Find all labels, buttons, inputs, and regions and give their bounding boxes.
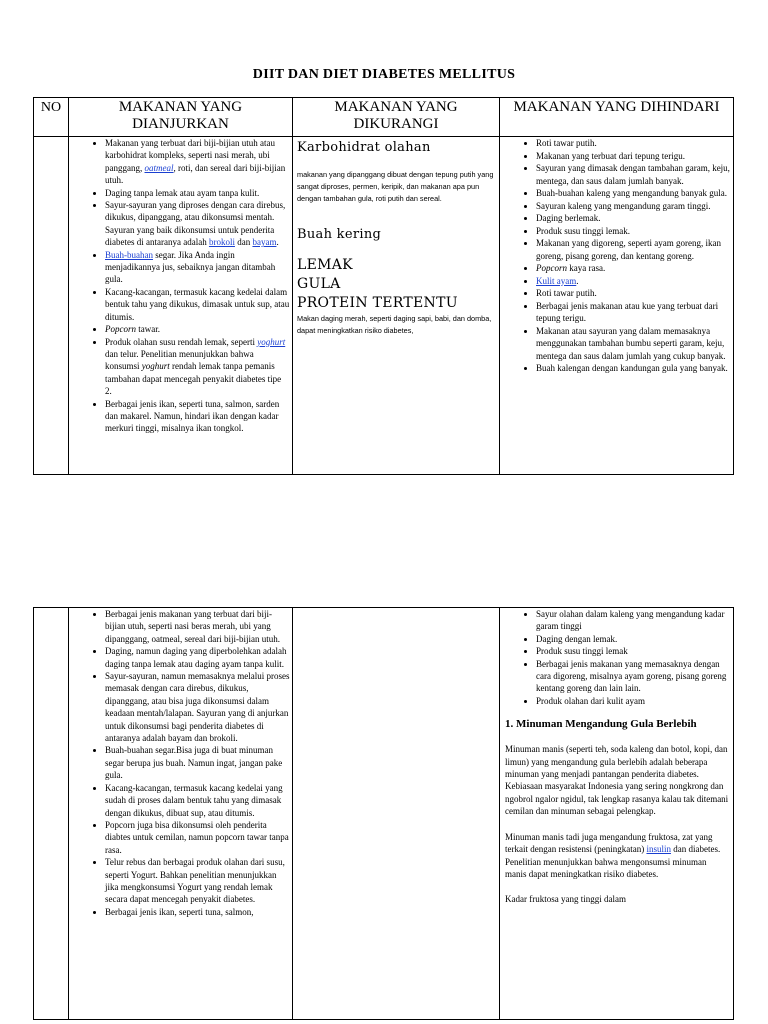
list-item: • Popcorn kaya rasa. xyxy=(536,262,731,275)
list-item: • Telur rebus dan berbagai produk olahan dari susu, seperti Yogurt. Bahkan penelitian menunjukkan jika mengkonsumsi Yogurt yang rendah lemak secara dapat mencegah penyakit diabetes. xyxy=(105,856,290,906)
list-item: • Produk susu tinggi lemak. xyxy=(536,225,731,238)
header-dihindari: MAKANAN YANG DIHINDARI xyxy=(500,98,734,137)
list-item: • Daging dengan lemak. xyxy=(536,633,728,645)
list-item: • Sayur olahan dalam kaleng yang mengandung kadar garam tinggi xyxy=(536,608,728,633)
list-item: • Sayuran kaleng yang mengandung garam tinggi. xyxy=(536,200,731,213)
bayam-link[interactable]: bayam xyxy=(252,237,277,248)
diet-table-page-1 xyxy=(33,97,734,475)
list-item: • Berbagai jenis makanan yang memasaknya dengan cara digoreng, misalnya ayam goreng, pisang goreng kentang goreng dan lain lain. xyxy=(536,658,728,695)
document-title: DIIT DAN DIET DIABETES MELLITUS xyxy=(252,67,516,82)
diet-table-page-2 xyxy=(33,607,734,1020)
no-cell xyxy=(34,608,69,1020)
heading-karbohidrat: Karbohidrat olahan xyxy=(297,140,431,155)
list-item: • Buah kalengan dengan kandungan gula yang banyak. xyxy=(536,362,731,375)
list-item: • Produk olahan susu rendah lemak, seperti yoghurt dan telur. Penelitian menunjukkan bahwa konsumsi yoghurt rendah lemak tanpa pemanis tambahan dapat mencegah penyakit diabetes tipe 2. xyxy=(105,336,290,398)
paragraph: Minuman manis tadi juga mengandung fruktosa, zat yang terkait dengan resistensi (peningkatan) insulin dan diabetes. Penelitian menunjukkan bahwa mengonsumsi minuman manis dapat meningkatkan risiko diabetes. xyxy=(505,831,721,879)
list-item: • Buah-buahan segar. Jika Anda ingin menjadikannya jus, sebaiknya jangan ditambah gula. xyxy=(105,249,290,286)
yoghurt-link[interactable]: yoghurt xyxy=(257,336,286,347)
list-item: • Popcorn juga bisa dikonsumsi oleh penderita diabtes untuk cemilan, namun popcorn tawar tanpa rasa. xyxy=(105,819,290,856)
heading-buah-kering: Buah kering xyxy=(297,227,382,242)
list-item: • Sayur-sayuran, namun memasaknya melalui proses memasak dengan cara direbus, dikukus, dipanggang, atau bisa juga dikonsumsi dalam keadaan mentah/lalapan. Sayuran yang di anjurkan untuk dikonsumsi bagi penderita diabetes di antaranya adalah bayam dan brokoli. xyxy=(105,670,290,744)
header-dianjurkan: MAKANAN YANG DIANJURKAN xyxy=(69,98,293,137)
list-item: • Buah-buahan kaleng yang mengandung banyak gula. xyxy=(536,187,731,200)
list-item: • Daging berlemak. xyxy=(536,212,731,225)
list-item: • Berbagai jenis makanan yang terbuat dari biji-bijian utuh, seperti nasi beras merah, ubi yang dipanggang, oatmeal, sereal dari biji-bijian utuh. xyxy=(105,608,290,645)
list-item: • Popcorn tawar. xyxy=(105,323,290,335)
karbohidrat-desc: makanan yang dipanggang dibuat dengan tepung putih yang sangat diproses, permen, keripik, dan makanan apa pun dengan tambahan gula, roti putih dan sereal. xyxy=(297,170,494,203)
list-item: • Buah-buahan segar.Bisa juga di buat minuman segar berupa jus buah. Namun ingat, jangan pake gula. xyxy=(105,744,290,781)
dikurangi-cell xyxy=(293,608,500,1020)
list-item: • Berbagai jenis makanan atau kue yang terbuat dari tepung terigu. xyxy=(536,300,731,325)
brokoli-link[interactable]: brokoli xyxy=(208,237,235,248)
list-item: • Produk olahan dari kulit ayam xyxy=(536,695,728,707)
list-item: • Sayur-sayuran yang diproses dengan cara direbus, dikukus, dipanggang, atau dikonsumsi mentah. Sayuran yang baik dikonsumsi untuk penderita diabetes di antaranya adalah brokoli dan bayam. xyxy=(105,199,290,249)
list-item: • Kacang-kacangan, termasuk kacang kedelai yang sudah di proses dalam bentuk tahu yang dimasak dengan dikukus, dibuat sup, atau ditumis. xyxy=(105,782,290,819)
list-item: • Sayuran yang dimasak dengan tambahan garam, keju, mentega, dan saus dalam jumlah banyak. xyxy=(536,162,731,187)
list-item: • Daging tanpa lemak atau ayam tanpa kulit. xyxy=(105,187,290,199)
dikurangi-cell xyxy=(293,137,500,475)
list-item: • Makanan yang terbuat dari biji-bijian utuh atau karbohidrat kompleks, seperti nasi merah, ubi panggang, oatmeal, roti, dan sereal dari biji-bijian utuh. xyxy=(105,137,290,187)
list-item: • Daging, namun daging yang diperbolehkan adalah daging tanpa lemak atau daging ayam tanpa kulit. xyxy=(105,645,290,670)
header-no: NO xyxy=(34,98,69,137)
list-item: • Kulit ayam. xyxy=(536,275,731,288)
list-item: • Berbagai jenis ikan, seperti tuna, salmon, xyxy=(105,906,290,918)
insulin-link[interactable]: insulin xyxy=(646,844,671,855)
heading-protein: PROTEIN TERTENTU xyxy=(297,295,458,311)
heading-gula: GULA xyxy=(297,276,341,292)
kulit-ayam-link[interactable]: Kulit ayam xyxy=(536,275,577,286)
dianjurkan-cell xyxy=(69,137,293,475)
list-item: • Produk susu tinggi lemak xyxy=(536,645,728,657)
header-dikurangi: MAKANAN YANG DIKURANGI xyxy=(293,98,500,137)
list-item: • Roti tawar putih. xyxy=(536,137,731,150)
buah-buahan-link[interactable]: Buah-buahan xyxy=(105,249,153,260)
list-item: • Roti tawar putih. xyxy=(536,287,731,300)
table-row xyxy=(34,137,734,475)
table-row xyxy=(34,608,734,1020)
dihindari-cell xyxy=(500,137,734,475)
table-header-row xyxy=(34,98,734,137)
protein-desc: Makan daging merah, seperti daging sapi, babi, dan domba, dapat meningkatkan risiko diabetes, xyxy=(297,314,492,335)
paragraph: Minuman manis (seperti teh, soda kaleng dan botol, kopi, dan limun) yang mengandung gula berlebih adalah beberapa minuman yang menjadi pantangan penderita diabetes. Kebiasaan masyarakat Indonesia yang sering nongkrong dan ngobrol ngalor ngidul, tak lengkap rasanya kalau tak ditemani cemilan dan minuman sebagai pelengkap. xyxy=(505,744,729,817)
no-cell xyxy=(34,137,69,475)
paragraph: Kadar fruktosa yang tinggi dalam xyxy=(505,894,626,905)
list-item: • Berbagai jenis ikan, seperti tuna, salmon, sarden dan makarel. Namun, hindari ikan dengan kadar merkuri tinggi, misalnya ikan tongkol. xyxy=(105,398,290,435)
dianjurkan-cell xyxy=(69,608,293,1020)
list-item: • Makanan yang digoreng, seperti ayam goreng, ikan goreng, pisang goreng, dan kentang goreng. xyxy=(536,237,731,262)
subheading-minuman: 1. Minuman Mengandung Gula Berlebih xyxy=(505,718,697,731)
dihindari-cell xyxy=(500,608,734,1020)
list-item: • Makanan yang terbuat dari tepung terigu. xyxy=(536,150,731,163)
heading-lemak: LEMAK xyxy=(297,257,353,273)
oatmeal-link[interactable]: oatmeal xyxy=(144,162,174,173)
list-item: • Kacang-kacangan, termasuk kacang kedelai dalam bentuk tahu yang dikukus, dimasak untuk sup, atau ditumis. xyxy=(105,286,290,323)
list-item: • Makanan atau sayuran yang dalam memasaknya menggunakan tambahan bumbu seperti garam, keju, mentega dan saus dalam jumlah yang cukup banyak. xyxy=(536,325,731,363)
